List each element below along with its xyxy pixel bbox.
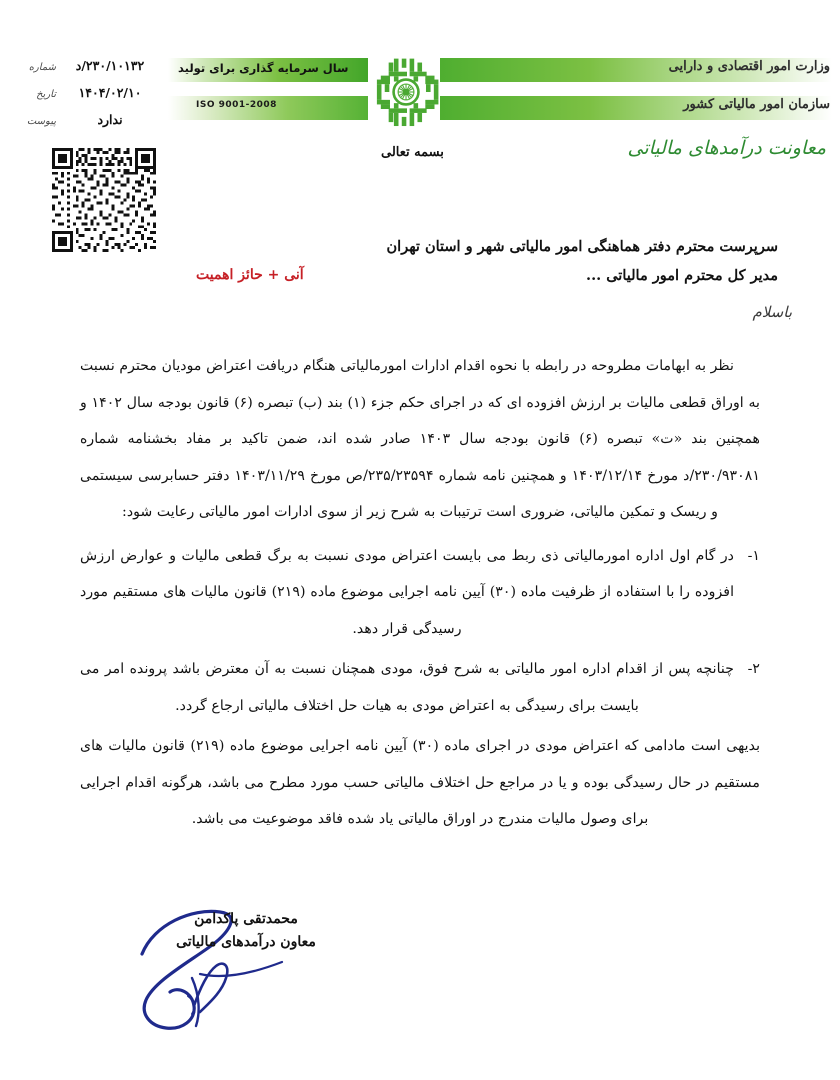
number-value: ۲۳۰/۱۰۱۳۲/د xyxy=(75,58,145,73)
date-value: ۱۴۰۴/۰۲/۱۰ xyxy=(78,85,142,100)
list-item-text: در گام اول اداره امورمالیاتی ذی ربط می بایست اعتراض مودی نسبت به برگ قطعی مالیات و عوارض ارزش افزوده را با استفاده از ظرفیت ماده (۳۰) آیین نامه اجرایی موضوع ماده (۲۱۹) قانون مالیات های مستقیم مورد رسیدگی قرار دهد. xyxy=(80,547,735,637)
numbered-instructions xyxy=(80,538,760,725)
signatory-title: معاون درآمدهای مالیاتی xyxy=(176,934,316,950)
addressee-block xyxy=(387,232,778,290)
document-qr-code xyxy=(48,145,160,255)
addressee-line-1: سرپرست محترم دفتر هماهنگی امور مالیاتی شهر و استان تهران xyxy=(386,238,778,255)
list-item xyxy=(80,651,760,724)
list-item-marker: ۲- xyxy=(747,661,760,677)
list-item-text: چنانچه پس از اقدام اداره امور مالیاتی به شرح فوق، مودی همچنان نسبت به آن معترض باشد پرونده امر می بایست برای رسیدگی به اعتراض مودی به هیات حل اختلاف مالیاتی ارجاع گردد. xyxy=(80,661,734,714)
ministry-name: وزارت امور اقتصادی و دارایی xyxy=(668,59,830,74)
attachment-label: پیوست xyxy=(26,116,56,127)
date-label: تاریخ xyxy=(36,89,56,100)
signature-block xyxy=(106,908,386,954)
greeting-text: باسلام xyxy=(752,303,792,321)
tax-administration-emblem xyxy=(374,56,440,128)
list-item-marker: ۱- xyxy=(747,547,760,564)
organization-name: سازمان امور مالیاتی کشور xyxy=(683,97,830,112)
priority-badge: آنی + حائز اهمیت xyxy=(196,267,304,283)
attachment-value: ندارد xyxy=(97,112,123,127)
signatory-name: محمدتقی پاکدامن xyxy=(194,911,298,927)
list-item xyxy=(80,538,760,648)
year-slogan: سال سرمایه گذاری برای تولید xyxy=(178,61,349,75)
department-title: معاونت درآمدهای مالیاتی xyxy=(627,137,826,159)
invocation-text: بسمه تعالی xyxy=(381,145,444,160)
document-body xyxy=(80,348,760,842)
iso-certification-label: ISO 9001-2008 xyxy=(196,100,277,110)
body-intro-paragraph: نظر به ابهامات مطروحه در رابطه با نحوه اقدام ادارات امورمالیاتی هنگام دریافت اعتراض مودیان محترم نسبت به اوراق قطعی مالیات بر ارزش افزوده ای که در اجرای حکم جزء (۱) بند (ب) تبصره (۶) قانون بودجه سال ۱۴۰۲ و همچنین بند «ت» تبصره (۶) قانون بودجه سال ۱۴۰۳ صادر شده اند، ضمن تاکید بر مفاد بخشنامه شماره ۲۳۰/۹۳۰۸۱/د مورخ ۱۴۰۳/۱۲/۱۴ و همچنین نامه شماره ۲۳۵/۲۳۵۹۴/ص مورخ ۱۴۰۳/۱۱/۲۹ دفتر حسابرسی سیستمی و ریسک و تمکین مالیاتی، ضروری است ترتیبات به شرح زیر از سوی ادارات امور مالیاتی رعایت شود: xyxy=(80,358,761,520)
addressee-line-2: مدیر کل محترم امور مالیاتی ... xyxy=(586,267,778,284)
number-label: شماره xyxy=(28,62,56,73)
body-closing-paragraph: بدیهی است مادامی که اعتراض مودی در اجرای ماده (۳۰) آیین نامه اجرایی موضوع ماده (۲۱۹) قانون مالیات های مستقیم در حال رسیدگی بوده و یا در مراجع حل اختلاف مالیاتی حسب مورد مطرح می باشد، هرگونه اقدام اجرایی برای وصول مالیات مندرج در اوراق مالیاتی یاد شده فاقد موضوعیت می باشد. xyxy=(80,738,761,827)
